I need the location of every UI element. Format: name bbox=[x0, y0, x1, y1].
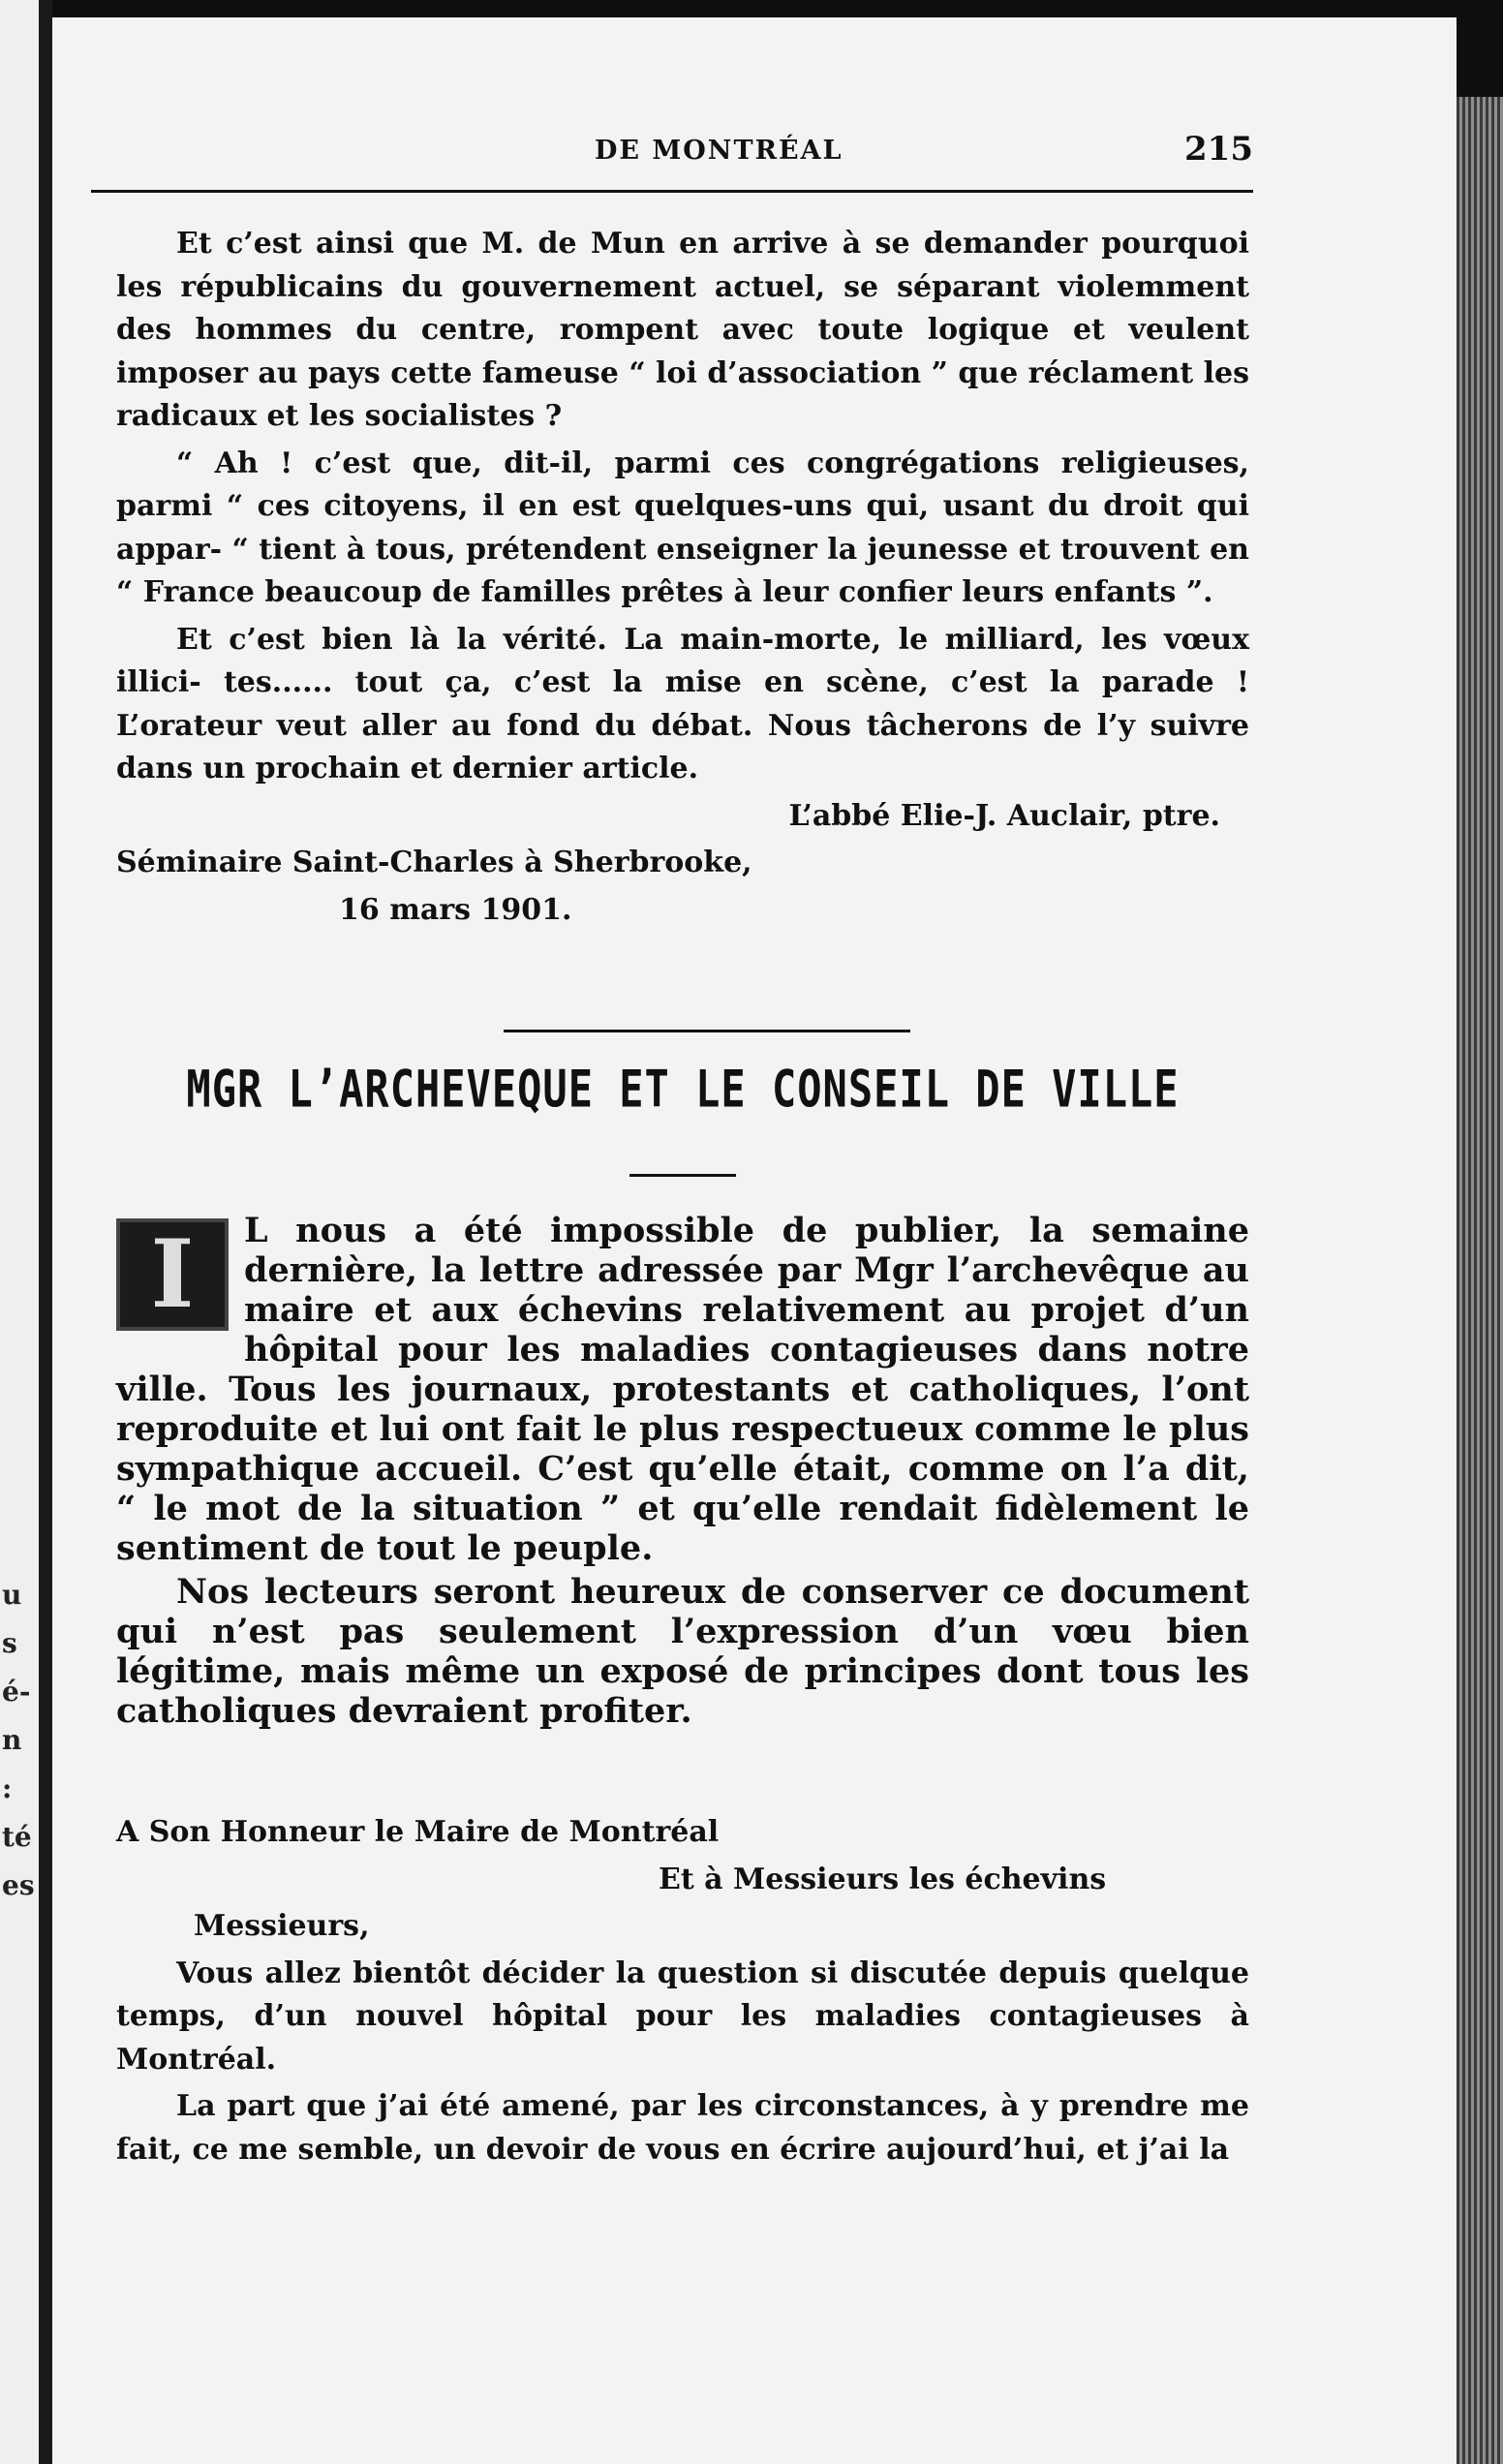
paragraph: La part que j’ai été amené, par les circonstances, à y prendre me fait, ce me semble, un devoir de vous en écrire aujourd’hui, et j’ai la bbox=[116, 2089, 1249, 2167]
letter-address: A Son Honneur le Maire de Montréal bbox=[116, 1815, 720, 1849]
paragraph: Et c’est ainsi que M. de Mun en arrive à se demander pourquoi les républicains du gouvernement actuel, se séparant violemment des hommes du centre, rompent avec toute logique et veulent imposer au pays cette fameuse “ loi d’association ” que réclament les radicaux et les socialistes ? bbox=[116, 227, 1249, 433]
title-underline bbox=[629, 1174, 736, 1177]
page-header bbox=[91, 130, 1253, 193]
section-divider bbox=[504, 1030, 910, 1032]
quotation-paragraph: “ Ah ! c’est que, dit-il, parmi ces congrégations religieuses, parmi “ ces citoyens, il en est quelques-uns qui, usant du droit qui appar- “ tient à tous, prétendent enseigner la jeunesse et trouvent en “ France beaucoup de familles prêtes à leur confier leurs enfants ”. bbox=[116, 446, 1249, 609]
page-number: 215 bbox=[1184, 130, 1253, 169]
page-stack-edge bbox=[1457, 97, 1503, 2464]
previous-page-edge bbox=[0, 0, 50, 2464]
margin-fragment: té bbox=[2, 1821, 32, 1853]
margin-fragment: es bbox=[2, 1869, 35, 1901]
margin-fragment: s bbox=[2, 1627, 17, 1659]
running-title: DE MONTRÉAL bbox=[595, 136, 844, 166]
paragraph: Nos lecteurs seront heureux de conserver ce document qui n’est pas seulement l’expression d’un vœu bien légitime, mais même un exposé de principes dont tous les catholiques devraient profiter. bbox=[116, 1572, 1249, 1731]
signature-date: 16 mars 1901. bbox=[339, 892, 572, 927]
first-paragraph bbox=[116, 1211, 1249, 1568]
page-gutter-shadow bbox=[39, 0, 52, 2464]
margin-fragment: u bbox=[2, 1579, 22, 1611]
letter-address: Et à Messieurs les échevins bbox=[659, 1862, 1107, 1896]
letter-salutation: Messieurs, bbox=[194, 1909, 370, 1943]
dropcap-ornament: I bbox=[116, 1218, 229, 1331]
paragraph: Vous allez bientôt décider la question si discutée depuis quelque temps, d’un nouvel hôpital pour les maladies contagieuses à Montréal. bbox=[116, 1956, 1249, 2077]
margin-fragment: : bbox=[2, 1772, 13, 1804]
signature: L’abbé Elie-J. Auclair, ptre. bbox=[788, 798, 1220, 833]
article-title: MGR L’ARCHEVEQUE ET LE CONSEIL DE VILLE bbox=[186, 1059, 1180, 1120]
first-paragraph-text: L nous a été impossible de publier, la semaine dernière, la lettre adressée par Mgr l’archevêque au maire et aux échevins relativement au projet d’un hôpital pour les maladies contagieuses dans notre ville. Tous les journaux, protestants et catholiques, l’ont reproduite et lui ont fait le plus respectueux comme le plus sympathique accueil. C’est qu’elle était, comme on l’a dit, “ le mot de la situation ” et qu’elle rendait fidèlement le sentiment de tout le peuple. bbox=[116, 1211, 1249, 1568]
margin-fragment: n bbox=[2, 1724, 22, 1756]
letter bbox=[116, 1811, 1249, 2175]
margin-fragment: é- bbox=[2, 1676, 31, 1708]
article-end bbox=[116, 223, 1249, 936]
signature-place: Séminaire Saint-Charles à Sherbrooke, bbox=[116, 846, 752, 879]
article-intro bbox=[116, 1211, 1249, 1735]
paragraph: Et c’est bien là la vérité. La main-morte, le milliard, les vœux illici- tes...... tout ça, c’est la mise en scène, c’est la parade ! L’orateur veut aller au fond du débat. Nous tâcherons de l’y suivre dans un prochain et dernier article. bbox=[116, 622, 1249, 785]
